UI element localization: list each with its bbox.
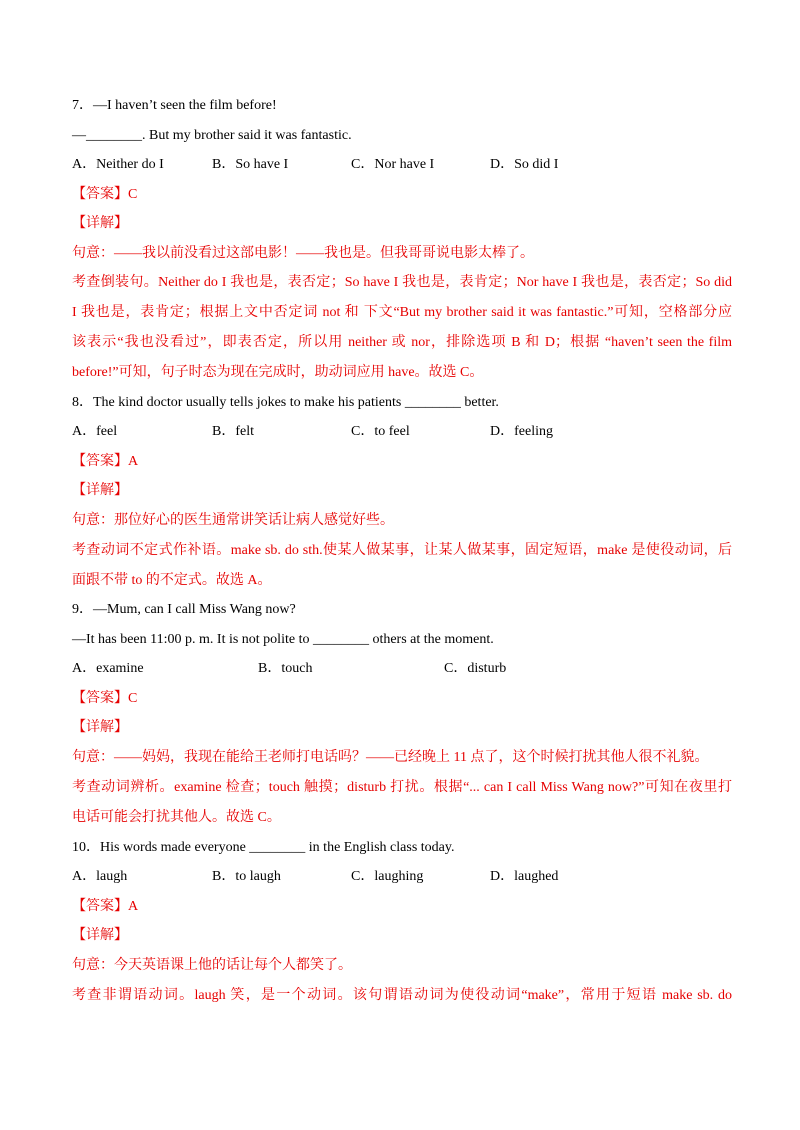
question-8-explanation-line: 考查动词不定式作补语。make sb. do sth.使某人做某事，让某人做某事，固定短语，make 是使役动词，后 bbox=[72, 543, 732, 558]
option-b: B．touch bbox=[258, 661, 313, 676]
question-7-answer: 【答案】C bbox=[72, 187, 138, 202]
question-7-stem: 7．—I haven’t seen the film before! bbox=[72, 98, 277, 113]
question-10-detail-label: 【详解】 bbox=[72, 928, 128, 943]
option-a: A．examine bbox=[72, 661, 144, 676]
question-7-reply: —________. But my brother said it was fantastic. bbox=[72, 128, 352, 143]
question-9-explanation-line: 电话可能会打扰其他人。故选 C。 bbox=[72, 810, 281, 825]
question-10-meaning: 句意：今天英语课上他的话让每个人都笑了。 bbox=[72, 958, 352, 973]
option-a: A．laugh bbox=[72, 869, 128, 884]
question-10-answer: 【答案】A bbox=[72, 899, 139, 914]
option-a: A．feel bbox=[72, 424, 118, 439]
question-8-detail-label: 【详解】 bbox=[72, 483, 128, 498]
question-7-explanation-line: before!”可知，句子时态为现在完成时，助动词应用 have。故选 C。 bbox=[72, 365, 484, 380]
question-9-reply: —It has been 11:00 p. m. It is not polite to ________ others at the moment. bbox=[72, 632, 494, 647]
option-c: C．disturb bbox=[444, 661, 507, 676]
question-8-stem: 8．The kind doctor usually tells jokes to make his patients ________ better. bbox=[72, 395, 499, 410]
option-d: D．laughed bbox=[490, 869, 559, 884]
question-9-answer: 【答案】C bbox=[72, 691, 138, 706]
question-8-meaning: 句意：那位好心的医生通常讲笑话让病人感觉好些。 bbox=[72, 513, 394, 528]
option-c: C．to feel bbox=[351, 424, 410, 439]
option-b: B．felt bbox=[212, 424, 254, 439]
option-d: D．feeling bbox=[490, 424, 553, 439]
question-8-answer: 【答案】A bbox=[72, 454, 139, 469]
question-7-explanation-line: I 我也是，表肯定；根据上文中否定词 not 和 下文“But my brother said it was fantastic.”可知，空格部分应 bbox=[72, 305, 732, 320]
question-7-explanation-line: 考查倒装句。Neither do I 我也是，表否定；So have I 我也是，表肯定；Nor have I 我也是，表否定；So did bbox=[72, 275, 732, 290]
question-7-explanation-line: 该表示“我也没看过”，即表否定，所以用 neither 或 nor，排除选项 B 和 D；根据 “haven’t seen the film bbox=[72, 335, 732, 350]
question-7-detail-label: 【详解】 bbox=[72, 216, 128, 231]
question-9-explanation-line: 考查动词辨析。examine 检查；touch 触摸；disturb 打扰。根据“... can I call Miss Wang now?”可知在夜里打 bbox=[72, 780, 732, 795]
question-7-meaning: 句意：——我以前没看过这部电影！——我也是。但我哥哥说电影太棒了。 bbox=[72, 246, 534, 261]
question-9-stem: 9．—Mum, can I call Miss Wang now? bbox=[72, 602, 296, 617]
option-d: D．So did I bbox=[490, 157, 559, 172]
option-c: C．laughing bbox=[351, 869, 424, 884]
question-8-explanation-line: 面跟不带 to 的不定式。故选 A。 bbox=[72, 573, 272, 588]
option-b: B．So have I bbox=[212, 157, 289, 172]
question-10-explanation-line: 考查非谓语动词。laugh 笑，是一个动词。该句谓语动词为使役动词“make”，常用于短语 make sb. do bbox=[72, 988, 732, 1003]
question-10-stem: 10．His words made everyone ________ in the English class today. bbox=[72, 840, 455, 855]
question-9-detail-label: 【详解】 bbox=[72, 720, 128, 735]
question-9-meaning: 句意：——妈妈，我现在能给王老师打电话吗？——已经晚上 11 点了，这个时候打扰其他人很不礼貌。 bbox=[72, 750, 709, 765]
option-a: A．Neither do I bbox=[72, 157, 164, 172]
option-b: B．to laugh bbox=[212, 869, 281, 884]
option-c: C．Nor have I bbox=[351, 157, 435, 172]
